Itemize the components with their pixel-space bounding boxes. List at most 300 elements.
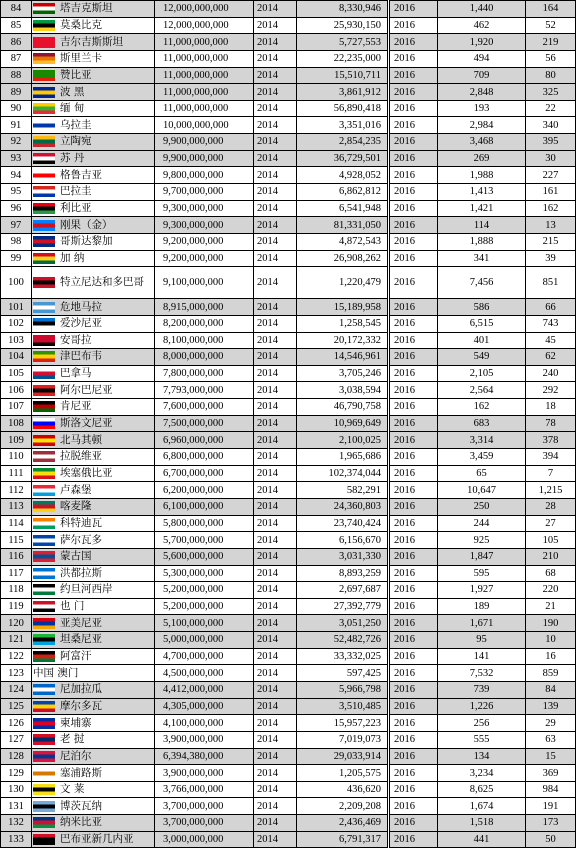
value1-cell: 683 bbox=[438, 415, 526, 432]
value2-cell: 173 bbox=[526, 815, 576, 832]
flag-icon bbox=[33, 236, 55, 247]
population-cell: 1,205,575 bbox=[297, 765, 389, 782]
year-cell: 2014 bbox=[254, 382, 297, 399]
rank-cell: 103 bbox=[1, 332, 32, 349]
population-cell: 33,332,025 bbox=[297, 648, 389, 665]
flag-icon bbox=[33, 551, 55, 562]
country-name: 赞比亚 bbox=[60, 68, 92, 81]
gdp-cell: 6,100,000,000 bbox=[155, 498, 254, 515]
country-name: 巴拉圭 bbox=[60, 185, 92, 198]
population-cell: 3,510,485 bbox=[297, 698, 389, 715]
year-cell: 2014 bbox=[254, 315, 297, 332]
year2-cell: 2016 bbox=[389, 648, 438, 665]
year-cell: 2014 bbox=[254, 34, 297, 51]
value1-cell: 1,927 bbox=[438, 582, 526, 599]
value1-cell: 1,847 bbox=[438, 548, 526, 565]
rank-cell: 93 bbox=[1, 150, 32, 167]
rank-cell: 119 bbox=[1, 598, 32, 615]
population-cell: 6,541,948 bbox=[297, 200, 389, 217]
country-cell bbox=[32, 415, 155, 432]
population-cell: 14,546,961 bbox=[297, 349, 389, 366]
year-cell: 2014 bbox=[254, 167, 297, 184]
value1-cell: 341 bbox=[438, 250, 526, 267]
table-row bbox=[1, 715, 576, 732]
gdp-cell: 10,000,000,000 bbox=[155, 117, 254, 134]
rank-cell: 117 bbox=[1, 565, 32, 582]
rank-cell: 133 bbox=[1, 831, 32, 848]
country-cell bbox=[32, 250, 155, 267]
population-cell: 5,966,798 bbox=[297, 681, 389, 698]
country-cell bbox=[32, 267, 155, 299]
gdp-cell: 5,300,000,000 bbox=[155, 565, 254, 582]
country-name: 加 纳 bbox=[60, 251, 85, 264]
population-cell: 25,930,150 bbox=[297, 17, 389, 34]
population-cell: 15,189,958 bbox=[297, 299, 389, 316]
flag-icon bbox=[33, 186, 55, 197]
year2-cell: 2016 bbox=[389, 449, 438, 466]
country-name: 斯里兰卡 bbox=[60, 52, 102, 65]
country-name: 喀麦隆 bbox=[60, 500, 92, 513]
flag-icon bbox=[33, 253, 55, 264]
country-cell bbox=[32, 798, 155, 815]
country-name: 巴拿马 bbox=[60, 367, 92, 380]
year-cell: 2014 bbox=[254, 365, 297, 382]
flag-icon bbox=[33, 302, 55, 313]
population-cell: 29,033,914 bbox=[297, 748, 389, 765]
country-cell bbox=[32, 565, 155, 582]
value2-cell: 191 bbox=[526, 798, 576, 815]
population-cell: 5,727,553 bbox=[297, 34, 389, 51]
country-name: 刚果（金） bbox=[60, 218, 113, 231]
population-cell: 22,235,000 bbox=[297, 50, 389, 67]
gdp-cell: 9,300,000,000 bbox=[155, 217, 254, 234]
country-name: 立陶宛 bbox=[60, 135, 92, 148]
value1-cell: 1,674 bbox=[438, 798, 526, 815]
country-cell bbox=[32, 781, 155, 798]
year2-cell: 2016 bbox=[389, 315, 438, 332]
country-name: 阿尔巴尼亚 bbox=[60, 383, 113, 396]
flag-icon bbox=[33, 468, 55, 479]
country-name: 文 莱 bbox=[60, 783, 85, 796]
rank-cell: 96 bbox=[1, 200, 32, 217]
rank-cell: 91 bbox=[1, 117, 32, 134]
rank-cell: 112 bbox=[1, 482, 32, 499]
country-cell bbox=[32, 67, 155, 84]
year2-cell: 2016 bbox=[389, 34, 438, 51]
country-cell bbox=[32, 648, 155, 665]
year2-cell: 2016 bbox=[389, 681, 438, 698]
population-cell: 3,031,330 bbox=[297, 548, 389, 565]
table-row bbox=[1, 332, 576, 349]
value1-cell: 3,459 bbox=[438, 449, 526, 466]
value2-cell: 30 bbox=[526, 150, 576, 167]
country-name: 塞浦路斯 bbox=[60, 766, 102, 779]
value1-cell: 3,234 bbox=[438, 765, 526, 782]
year-cell: 2014 bbox=[254, 731, 297, 748]
gdp-cell: 8,915,000,000 bbox=[155, 299, 254, 316]
country-cell bbox=[32, 117, 155, 134]
value2-cell: 161 bbox=[526, 184, 576, 201]
value2-cell: 743 bbox=[526, 315, 576, 332]
rank-cell: 129 bbox=[1, 765, 32, 782]
rank-cell: 123 bbox=[1, 665, 32, 682]
value2-cell: 7 bbox=[526, 465, 576, 482]
flag-icon bbox=[33, 734, 55, 745]
year-cell: 2014 bbox=[254, 798, 297, 815]
table-row bbox=[1, 382, 576, 399]
value1-cell: 256 bbox=[438, 715, 526, 732]
gdp-cell: 5,100,000,000 bbox=[155, 615, 254, 632]
year2-cell: 2016 bbox=[389, 167, 438, 184]
rank-cell: 105 bbox=[1, 365, 32, 382]
gdp-cell: 3,700,000,000 bbox=[155, 798, 254, 815]
year-cell: 2014 bbox=[254, 50, 297, 67]
year2-cell: 2016 bbox=[389, 632, 438, 649]
rank-cell: 101 bbox=[1, 299, 32, 316]
flag-icon bbox=[33, 718, 55, 729]
table-row bbox=[1, 399, 576, 416]
gdp-cell: 7,600,000,000 bbox=[155, 399, 254, 416]
gdp-cell: 4,305,000,000 bbox=[155, 698, 254, 715]
value2-cell: 215 bbox=[526, 233, 576, 250]
country-cell bbox=[32, 17, 155, 34]
year2-cell: 2016 bbox=[389, 831, 438, 848]
gdp-cell: 5,600,000,000 bbox=[155, 548, 254, 565]
country-cell bbox=[32, 150, 155, 167]
value2-cell: 219 bbox=[526, 34, 576, 51]
country-cell bbox=[32, 548, 155, 565]
gdp-cell: 9,900,000,000 bbox=[155, 150, 254, 167]
rank-cell: 88 bbox=[1, 67, 32, 84]
gdp-cell: 9,300,000,000 bbox=[155, 200, 254, 217]
population-cell: 582,291 bbox=[297, 482, 389, 499]
year-cell: 2014 bbox=[254, 332, 297, 349]
rank-cell: 132 bbox=[1, 815, 32, 832]
gdp-cell: 4,500,000,000 bbox=[155, 665, 254, 682]
gdp-cell: 8,200,000,000 bbox=[155, 315, 254, 332]
gdp-cell: 6,200,000,000 bbox=[155, 482, 254, 499]
value2-cell: 63 bbox=[526, 731, 576, 748]
year2-cell: 2016 bbox=[389, 67, 438, 84]
value1-cell: 1,518 bbox=[438, 815, 526, 832]
year2-cell: 2016 bbox=[389, 532, 438, 549]
country-name: 缅 甸 bbox=[60, 102, 85, 115]
country-cell bbox=[32, 515, 155, 532]
gdp-cell: 4,100,000,000 bbox=[155, 715, 254, 732]
rank-cell: 116 bbox=[1, 548, 32, 565]
rank-cell: 113 bbox=[1, 498, 32, 515]
year-cell: 2014 bbox=[254, 548, 297, 565]
country-name: 拉脱维亚 bbox=[60, 450, 102, 463]
flag-icon bbox=[33, 385, 55, 396]
value1-cell: 595 bbox=[438, 565, 526, 582]
population-cell: 2,209,208 bbox=[297, 798, 389, 815]
flag-icon bbox=[33, 203, 55, 214]
flag-icon bbox=[33, 834, 55, 845]
value1-cell: 3,468 bbox=[438, 134, 526, 151]
rank-cell: 131 bbox=[1, 798, 32, 815]
value1-cell: 925 bbox=[438, 532, 526, 549]
year2-cell: 2016 bbox=[389, 598, 438, 615]
table-row bbox=[1, 365, 576, 382]
value2-cell: 27 bbox=[526, 515, 576, 532]
country-name: 坦桑尼亚 bbox=[60, 633, 102, 646]
country-cell bbox=[32, 200, 155, 217]
country-name: 卢森堡 bbox=[60, 483, 92, 496]
flag-icon bbox=[33, 501, 55, 512]
flag-icon bbox=[33, 751, 55, 762]
year2-cell: 2016 bbox=[389, 365, 438, 382]
year2-cell: 2016 bbox=[389, 17, 438, 34]
gdp-cell: 6,700,000,000 bbox=[155, 465, 254, 482]
population-cell: 1,220,479 bbox=[297, 267, 389, 299]
flag-icon bbox=[33, 418, 55, 429]
flag-icon bbox=[33, 435, 55, 446]
year-cell: 2014 bbox=[254, 815, 297, 832]
rank-cell: 126 bbox=[1, 715, 32, 732]
flag-icon bbox=[33, 368, 55, 379]
value1-cell: 65 bbox=[438, 465, 526, 482]
country-name: 纳米比亚 bbox=[60, 816, 102, 829]
country-name: 莫桑比克 bbox=[60, 18, 102, 31]
rank-cell: 87 bbox=[1, 50, 32, 67]
table-row bbox=[1, 648, 576, 665]
gdp-cell: 12,000,000,000 bbox=[155, 17, 254, 34]
country-name: 老 挝 bbox=[60, 733, 85, 746]
year-cell: 2014 bbox=[254, 84, 297, 101]
flag-icon bbox=[33, 451, 55, 462]
country-cell bbox=[32, 34, 155, 51]
rank-cell: 89 bbox=[1, 84, 32, 101]
value2-cell: 394 bbox=[526, 449, 576, 466]
value1-cell: 1,888 bbox=[438, 233, 526, 250]
gdp-cell: 4,412,000,000 bbox=[155, 681, 254, 698]
value2-cell: 16 bbox=[526, 648, 576, 665]
gdp-cell: 8,100,000,000 bbox=[155, 332, 254, 349]
population-cell: 26,908,262 bbox=[297, 250, 389, 267]
year-cell: 2014 bbox=[254, 200, 297, 217]
country-name: 中国 澳门 bbox=[33, 666, 79, 679]
gdp-cell: 3,766,000,000 bbox=[155, 781, 254, 798]
country-cell bbox=[32, 399, 155, 416]
year-cell: 2014 bbox=[254, 267, 297, 299]
rank-cell: 84 bbox=[1, 1, 32, 18]
year-cell: 2014 bbox=[254, 698, 297, 715]
value1-cell: 401 bbox=[438, 332, 526, 349]
year2-cell: 2016 bbox=[389, 100, 438, 117]
flag-icon bbox=[33, 801, 55, 812]
year-cell: 2014 bbox=[254, 582, 297, 599]
value1-cell: 494 bbox=[438, 50, 526, 67]
rank-cell: 122 bbox=[1, 648, 32, 665]
value2-cell: 29 bbox=[526, 715, 576, 732]
country-cell bbox=[32, 382, 155, 399]
value2-cell: 15 bbox=[526, 748, 576, 765]
value2-cell: 220 bbox=[526, 582, 576, 599]
year-cell: 2014 bbox=[254, 449, 297, 466]
flag-icon bbox=[33, 634, 55, 645]
value1-cell: 441 bbox=[438, 831, 526, 848]
rank-cell: 107 bbox=[1, 399, 32, 416]
value2-cell: 105 bbox=[526, 532, 576, 549]
country-name: 利比亚 bbox=[60, 202, 92, 214]
population-cell: 102,374,044 bbox=[297, 465, 389, 482]
year2-cell: 2016 bbox=[389, 267, 438, 299]
gdp-cell: 12,000,000,000 bbox=[155, 1, 254, 18]
value2-cell: 78 bbox=[526, 415, 576, 432]
value2-cell: 84 bbox=[526, 681, 576, 698]
gdp-cell: 5,200,000,000 bbox=[155, 582, 254, 599]
country-cell bbox=[32, 84, 155, 101]
value1-cell: 2,105 bbox=[438, 365, 526, 382]
value1-cell: 189 bbox=[438, 598, 526, 615]
gdp-cell: 7,800,000,000 bbox=[155, 365, 254, 382]
value2-cell: 139 bbox=[526, 698, 576, 715]
country-cell bbox=[32, 233, 155, 250]
year2-cell: 2016 bbox=[389, 731, 438, 748]
country-cell bbox=[32, 715, 155, 732]
value2-cell: 50 bbox=[526, 831, 576, 848]
population-cell: 27,392,779 bbox=[297, 598, 389, 615]
rank-cell: 118 bbox=[1, 582, 32, 599]
year-cell: 2014 bbox=[254, 1, 297, 18]
year2-cell: 2016 bbox=[389, 715, 438, 732]
value2-cell: 39 bbox=[526, 250, 576, 267]
year-cell: 2014 bbox=[254, 465, 297, 482]
flag-icon bbox=[33, 351, 55, 362]
value2-cell: 984 bbox=[526, 781, 576, 798]
gdp-cell: 5,000,000,000 bbox=[155, 632, 254, 649]
country-cell bbox=[32, 698, 155, 715]
year-cell: 2014 bbox=[254, 184, 297, 201]
value2-cell: 210 bbox=[526, 548, 576, 565]
rank-cell: 124 bbox=[1, 681, 32, 698]
year-cell: 2014 bbox=[254, 217, 297, 234]
country-name: 亚美尼亚 bbox=[60, 616, 102, 629]
table-row bbox=[1, 548, 576, 565]
value1-cell: 8,625 bbox=[438, 781, 526, 798]
table-row bbox=[1, 233, 576, 250]
table-body bbox=[1, 1, 576, 848]
year-cell: 2014 bbox=[254, 250, 297, 267]
country-cell bbox=[32, 765, 155, 782]
table-row bbox=[1, 498, 576, 515]
flag-icon bbox=[33, 153, 55, 164]
flag-icon bbox=[33, 335, 55, 346]
country-name: 斯洛文尼亚 bbox=[60, 417, 113, 430]
flag-icon bbox=[33, 401, 55, 412]
value1-cell: 250 bbox=[438, 498, 526, 515]
table-row bbox=[1, 532, 576, 549]
rank-cell: 92 bbox=[1, 134, 32, 151]
year-cell: 2014 bbox=[254, 598, 297, 615]
population-cell: 2,100,025 bbox=[297, 432, 389, 449]
flag-icon bbox=[33, 70, 55, 81]
table-row bbox=[1, 134, 576, 151]
rank-cell: 115 bbox=[1, 532, 32, 549]
flag-icon bbox=[33, 768, 55, 779]
value1-cell: 709 bbox=[438, 67, 526, 84]
population-cell: 7,019,073 bbox=[297, 731, 389, 748]
country-cell bbox=[32, 432, 155, 449]
gdp-cell: 9,200,000,000 bbox=[155, 233, 254, 250]
country-cell bbox=[32, 831, 155, 848]
year-cell: 2014 bbox=[254, 831, 297, 848]
rank-cell: 97 bbox=[1, 217, 32, 234]
rank-cell: 109 bbox=[1, 432, 32, 449]
rank-cell: 108 bbox=[1, 415, 32, 432]
year2-cell: 2016 bbox=[389, 765, 438, 782]
flag-icon bbox=[33, 87, 55, 98]
country-cell bbox=[32, 1, 155, 18]
gdp-cell: 5,200,000,000 bbox=[155, 598, 254, 615]
flag-icon bbox=[33, 53, 55, 64]
value2-cell: 45 bbox=[526, 332, 576, 349]
year2-cell: 2016 bbox=[389, 200, 438, 217]
value1-cell: 1,421 bbox=[438, 200, 526, 217]
population-cell: 6,156,670 bbox=[297, 532, 389, 549]
country-name: 蒙古国 bbox=[60, 550, 92, 563]
country-cell bbox=[32, 100, 155, 117]
population-cell: 2,854,235 bbox=[297, 134, 389, 151]
year-cell: 2014 bbox=[254, 632, 297, 649]
gdp-cell: 9,900,000,000 bbox=[155, 134, 254, 151]
value2-cell: 68 bbox=[526, 565, 576, 582]
value1-cell: 1,440 bbox=[438, 1, 526, 18]
value2-cell: 851 bbox=[526, 267, 576, 299]
value2-cell: 325 bbox=[526, 84, 576, 101]
year2-cell: 2016 bbox=[389, 117, 438, 134]
rank-cell: 90 bbox=[1, 100, 32, 117]
table-row bbox=[1, 349, 576, 366]
table-row bbox=[1, 217, 576, 234]
gdp-cell: 9,100,000,000 bbox=[155, 267, 254, 299]
country-cell bbox=[32, 184, 155, 201]
value2-cell: 378 bbox=[526, 432, 576, 449]
value1-cell: 586 bbox=[438, 299, 526, 316]
table-row bbox=[1, 200, 576, 217]
value1-cell: 6,515 bbox=[438, 315, 526, 332]
value2-cell: 22 bbox=[526, 100, 576, 117]
rank-cell: 120 bbox=[1, 615, 32, 632]
country-name: 吉尔吉斯斯坦 bbox=[60, 35, 123, 48]
gdp-cell: 3,900,000,000 bbox=[155, 765, 254, 782]
value1-cell: 2,848 bbox=[438, 84, 526, 101]
gdp-cell: 7,793,000,000 bbox=[155, 382, 254, 399]
table-row bbox=[1, 831, 576, 848]
flag-icon bbox=[33, 170, 55, 181]
year-cell: 2014 bbox=[254, 150, 297, 167]
value1-cell: 2,984 bbox=[438, 117, 526, 134]
table-row bbox=[1, 250, 576, 267]
value2-cell: 859 bbox=[526, 665, 576, 682]
population-cell: 3,038,594 bbox=[297, 382, 389, 399]
table-row bbox=[1, 34, 576, 51]
value1-cell: 1,226 bbox=[438, 698, 526, 715]
population-cell: 1,965,686 bbox=[297, 449, 389, 466]
population-cell: 3,861,912 bbox=[297, 84, 389, 101]
country-name: 安哥拉 bbox=[60, 333, 92, 346]
rank-cell: 121 bbox=[1, 632, 32, 649]
country-name: 爱沙尼亚 bbox=[60, 317, 102, 330]
country-name: 埃塞俄比亚 bbox=[60, 466, 113, 479]
country-cell bbox=[32, 349, 155, 366]
country-name: 肯尼亚 bbox=[60, 400, 92, 413]
value1-cell: 462 bbox=[438, 17, 526, 34]
value1-cell: 10,647 bbox=[438, 482, 526, 499]
table-row bbox=[1, 765, 576, 782]
table-row bbox=[1, 781, 576, 798]
